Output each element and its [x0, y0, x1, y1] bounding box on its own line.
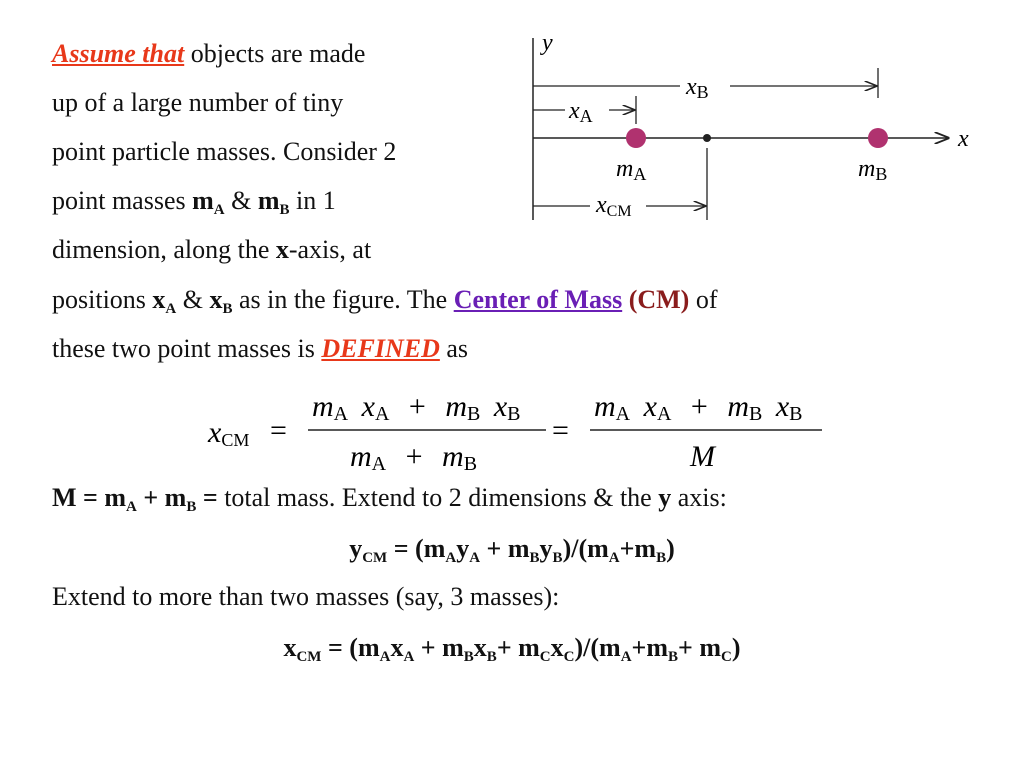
y-axis-label: y	[542, 30, 553, 56]
center-of-mass-link[interactable]: Center of Mass	[453, 285, 623, 314]
xB-label: xB	[686, 74, 709, 102]
center-of-mass-dot	[703, 134, 711, 142]
x-axis-label: x	[958, 126, 969, 152]
cm-abbreviation: (CM)	[628, 285, 690, 314]
center-of-mass-equation	[200, 384, 840, 480]
total-mass-line: $M = m_A + m_B$ = total mass. Extend to 2 dimensions & the y axis:	[52, 483, 727, 515]
xcm-three-mass-equation: $x_{CM} = (m_Ax_A + m_Bx_B+ m_Cx_C)/(m_A+m_B+ m_C)$	[283, 633, 741, 665]
mA-label: mA	[616, 156, 647, 184]
intro-line-2: up of a large number of tiny	[52, 88, 344, 117]
mass-B-dot	[868, 128, 888, 148]
fraction2-denominator: M	[690, 440, 715, 473]
xcm-label: xCM	[596, 192, 632, 220]
svg-text:=: =	[270, 414, 287, 447]
svg-text:xCM: xCM	[208, 416, 250, 450]
mass-A-dot	[626, 128, 646, 148]
svg-text:=: =	[552, 414, 569, 447]
mB-label: mB	[858, 156, 888, 184]
intro-line-3: point particle masses. Consider 2	[52, 137, 397, 166]
intro-line-5: dimension, along the x-axis, at	[52, 235, 372, 264]
intro-line-6: positions $x_A$ & $x_B$ as in the figure. The Center of Mass (CM) of	[52, 285, 718, 317]
intro-line-7: these two point masses is DEFINED as	[52, 334, 469, 363]
assume-that-emphasis: Assume that	[52, 39, 185, 68]
fraction2-numerator: mA xA + mB xB	[594, 390, 803, 425]
extend-line: Extend to more than two masses (say, 3 masses):	[52, 582, 560, 611]
fraction1-numerator: mA xA + mB xB	[312, 390, 521, 425]
xA-label: xA	[569, 98, 593, 126]
center-of-mass-diagram	[520, 28, 990, 228]
defined-emphasis: DEFINED	[321, 334, 440, 363]
intro-line-1: Assume that objects are made	[52, 39, 366, 68]
ycm-equation: $y_{CM} = (m_Ay_A + m_By_B)/(m_A+m_B)$	[349, 534, 675, 566]
fraction1-denominator: mA + mB	[350, 440, 478, 475]
intro-line-4: point masses $m_A$ & $m_B$ in 1	[52, 186, 336, 218]
